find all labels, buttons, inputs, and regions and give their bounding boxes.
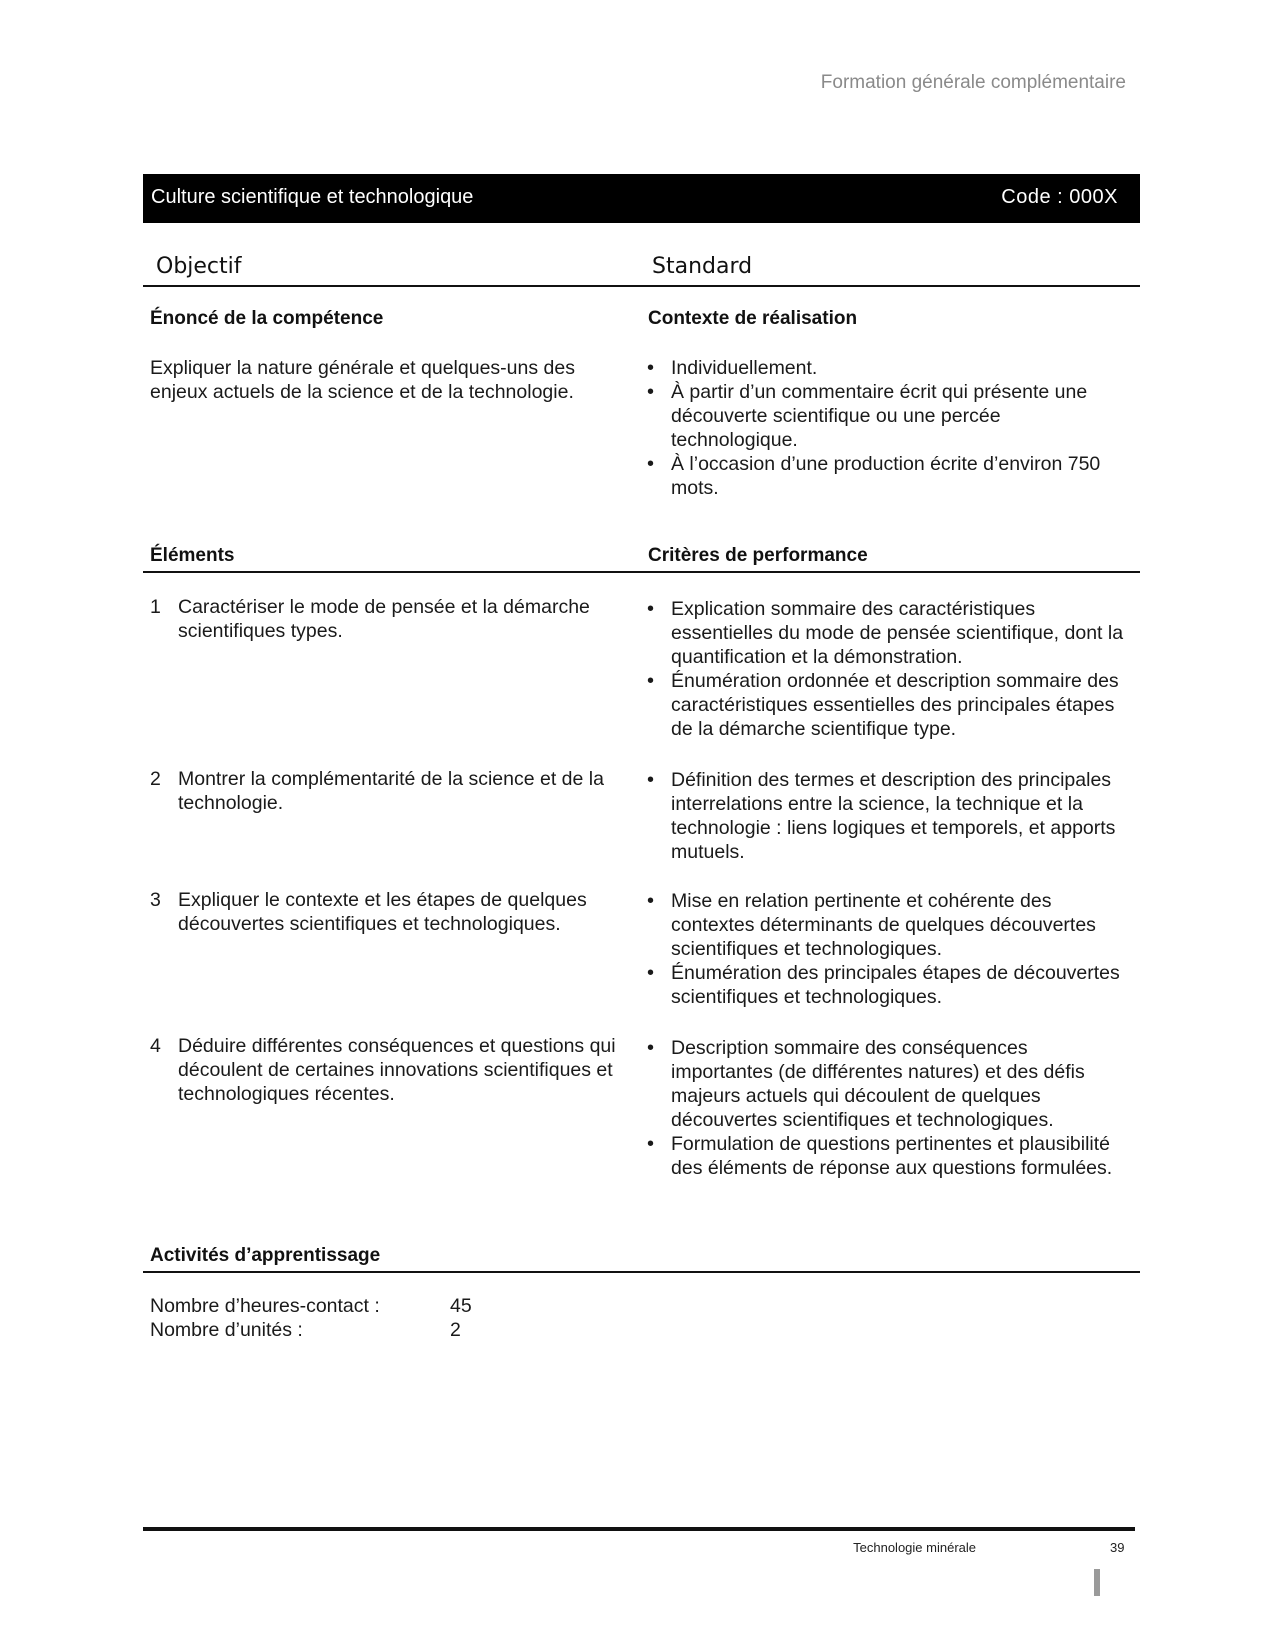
list-item: • Individuellement.	[645, 356, 1125, 380]
list-item: • À l’occasion d’une production écrite d’environ 750 mots.	[645, 452, 1125, 500]
list-item: • À partir d’un commentaire écrit qui présente une découverte scientifique ou une percée technologique.	[645, 380, 1125, 452]
criteria-list-1	[645, 597, 1125, 741]
column-heading-objectif: Objectif	[156, 254, 242, 279]
competence-text: Expliquer la nature générale et quelques-uns des enjeux actuels de la science et de la technologie.	[150, 357, 575, 403]
running-head: Formation générale complémentaire	[820, 72, 1126, 93]
list-item: • Énumération des principales étapes de découvertes scientifiques et technologiques.	[645, 961, 1125, 1009]
contexte-heading: Contexte de réalisation	[648, 308, 858, 329]
divider	[143, 1271, 1140, 1273]
element-row-1	[150, 595, 620, 643]
list-item: • Définition des termes et description des principales interrelations entre la science, la technique et la technologie : liens logiques et temporels, et apports mutuels.	[645, 768, 1125, 864]
units-label: Nombre d’unités :	[150, 1319, 303, 1341]
hours-value: 45	[450, 1295, 472, 1317]
element-number: 4	[150, 1035, 161, 1057]
list-item: • Description sommaire des conséquences importantes (de différentes natures) et des défis majeurs actuels qui découlent de quelques découvertes scientifiques et technologiques.	[645, 1036, 1125, 1132]
element-text: Expliquer le contexte et les étapes de quelques découvertes scientifiques et technologiques.	[178, 889, 587, 935]
units-value: 2	[450, 1319, 461, 1341]
course-title-bar	[143, 174, 1140, 223]
list-item: • Énumération ordonnée et description sommaire des caractéristiques essentielles des principales étapes de la démarche scientifique type.	[645, 669, 1125, 741]
element-text: Montrer la complémentarité de la science et de la technologie.	[178, 768, 604, 814]
list-item: • Explication sommaire des caractéristiques essentielles du mode de pensée scientifique, dont la quantification et la démonstration.	[645, 597, 1125, 669]
element-text: Déduire différentes conséquences et questions qui découlent de certaines innovations scientifiques et technologiques récentes.	[178, 1035, 616, 1105]
competence-heading: Énoncé de la compétence	[150, 308, 384, 329]
contexte-list	[645, 356, 1125, 500]
list-item: • Mise en relation pertinente et cohérente des contextes déterminants de quelques découvertes scientifiques et technologiques.	[645, 889, 1125, 961]
footer-marker	[1094, 1569, 1100, 1596]
criteria-list-4	[645, 1036, 1125, 1180]
elements-heading: Éléments	[150, 545, 235, 566]
element-row-3	[150, 888, 620, 936]
footer-program: Technologie minérale	[853, 1540, 976, 1555]
criteria-list-3	[645, 889, 1125, 1009]
course-code: Code : 000X	[1001, 186, 1118, 208]
hours-label: Nombre d’heures-contact :	[150, 1295, 380, 1317]
course-title: Culture scientifique et technologique	[151, 186, 474, 208]
element-row-2	[150, 767, 620, 815]
list-item: • Formulation de questions pertinentes et plausibilité des éléments de réponse aux questions formulées.	[645, 1132, 1125, 1180]
element-number: 1	[150, 596, 161, 618]
element-number: 3	[150, 889, 161, 911]
column-heading-standard: Standard	[652, 254, 753, 279]
criteres-heading: Critères de performance	[648, 545, 868, 566]
element-text: Caractériser le mode de pensée et la démarche scientifiques types.	[178, 596, 590, 642]
footer-rule	[143, 1527, 1135, 1531]
divider	[143, 571, 1140, 573]
criteria-list-2	[645, 768, 1125, 864]
element-number: 2	[150, 768, 161, 790]
element-row-4	[150, 1034, 620, 1106]
page-number: 39	[1110, 1540, 1125, 1555]
divider	[143, 285, 1140, 287]
activites-heading: Activités d’apprentissage	[150, 1245, 381, 1266]
